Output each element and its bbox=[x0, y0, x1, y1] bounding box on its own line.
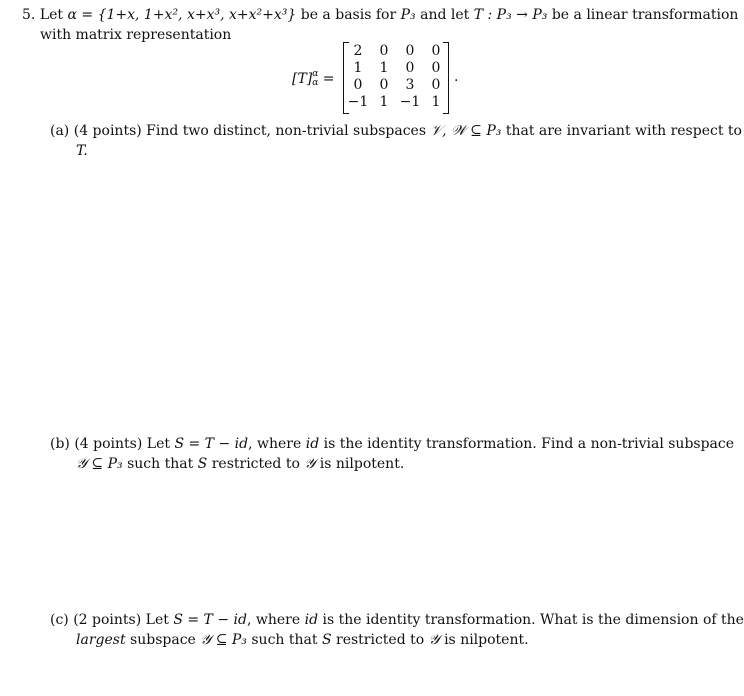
part-c-text: such that bbox=[251, 632, 318, 648]
part-c-text: subspace bbox=[130, 632, 196, 648]
part-b-points: (4 points) bbox=[74, 436, 143, 452]
part-b-expr: S = T − id bbox=[174, 436, 249, 452]
part-c-line-2 bbox=[76, 631, 529, 649]
problem-line-2: with matrix representation bbox=[40, 27, 232, 43]
alpha-definition: α = {1+x, 1+x², x+x³, x+x²+x³} bbox=[67, 7, 297, 23]
part-b-text: such that bbox=[127, 456, 194, 472]
part-c-largest: largest bbox=[76, 632, 126, 648]
matrix-cell-r0-c0: 2 bbox=[353, 43, 363, 59]
matrix-cell-r2-c1: 0 bbox=[379, 77, 389, 93]
part-b-text: , where bbox=[248, 436, 302, 452]
part-a-vars: 𝒱, 𝒲 ⊆ P₃ bbox=[430, 123, 502, 139]
intro-text: be a linear transformation bbox=[551, 7, 739, 23]
part-c-text: restricted to bbox=[336, 632, 425, 648]
matrix-cell-r0-c2: 0 bbox=[405, 43, 415, 59]
part-c-text: is nilpotent. bbox=[444, 632, 529, 648]
part-b-text: is nilpotent. bbox=[319, 456, 405, 472]
matrix-lhs bbox=[292, 70, 335, 88]
equals-sign: = bbox=[322, 71, 335, 87]
matrix-cell-r3-c1: 1 bbox=[379, 94, 389, 110]
matrix-cell-r2-c0: 0 bbox=[353, 77, 363, 93]
part-c-label: (c) bbox=[50, 612, 69, 628]
matrix-lhs-sub: α bbox=[312, 78, 319, 88]
part-b-line-2 bbox=[76, 455, 404, 473]
intro-text: and let bbox=[420, 7, 470, 23]
p3-symbol: P₃ bbox=[400, 7, 416, 23]
problem-number: 5. bbox=[22, 7, 36, 23]
part-a-points: (4 points) bbox=[73, 123, 142, 139]
part-b-text: is the identity transformation. Find a non-trivial subspace bbox=[323, 436, 735, 452]
matrix-lhs-scripts bbox=[312, 70, 318, 88]
part-b-var: 𝒴 ⊆ P₃ bbox=[76, 456, 123, 472]
part-a-text: that are invariant with respect to bbox=[505, 123, 742, 139]
intro-text: Let bbox=[39, 7, 64, 23]
part-c-var: 𝒴 ⊆ P₃ bbox=[200, 632, 247, 648]
part-b-y: 𝒴 bbox=[304, 456, 316, 472]
matrix-cell-r0-c3: 0 bbox=[431, 43, 441, 59]
part-c-text: is the identity transformation. What is the dimension of the bbox=[322, 612, 744, 628]
part-c-id: id bbox=[304, 612, 319, 628]
part-a-text: Find two distinct, non-trivial subspaces bbox=[146, 123, 427, 139]
part-b-label: (b) bbox=[50, 436, 70, 452]
problem-line-1 bbox=[22, 6, 738, 24]
matrix-cell-r1-c2: 0 bbox=[405, 60, 415, 76]
part-c-text: Let bbox=[145, 612, 169, 628]
part-b-s: S bbox=[197, 456, 208, 472]
part-a-label: (a) bbox=[50, 123, 70, 139]
part-c-points: (2 points) bbox=[73, 612, 142, 628]
part-c-text: , where bbox=[246, 612, 301, 628]
matrix-lhs-sup: α bbox=[312, 69, 319, 79]
matrix-cell-r3-c2: −1 bbox=[399, 94, 421, 110]
matrix-cell-r2-c2: 3 bbox=[405, 77, 415, 93]
matrix-period: . bbox=[454, 69, 459, 85]
part-b-text: Let bbox=[146, 436, 170, 452]
part-b-text: restricted to bbox=[211, 456, 300, 472]
matrix-cell-r3-c0: −1 bbox=[347, 94, 369, 110]
part-a-line-1 bbox=[50, 122, 742, 140]
matrix-cell-r3-c3: 1 bbox=[431, 94, 441, 110]
part-a-line-2: T. bbox=[76, 143, 88, 159]
matrix-cell-r1-c1: 1 bbox=[379, 60, 389, 76]
part-c-line-1 bbox=[50, 611, 744, 629]
map-expression: T : P₃ → P₃ bbox=[473, 7, 548, 23]
part-c-s: S bbox=[321, 632, 332, 648]
matrix-lhs-T: [T] bbox=[292, 71, 313, 87]
part-c-y: 𝒴 bbox=[428, 632, 440, 648]
part-c-expr: S = T − id bbox=[173, 612, 247, 628]
matrix-cell-r1-c3: 0 bbox=[431, 60, 441, 76]
part-b-id: id bbox=[305, 436, 320, 452]
matrix-cell-r2-c3: 0 bbox=[431, 77, 441, 93]
intro-text: be a basis for bbox=[300, 7, 397, 23]
matrix-cell-r0-c1: 0 bbox=[379, 43, 389, 59]
part-b-line-1 bbox=[50, 435, 734, 453]
matrix-cell-r1-c0: 1 bbox=[353, 60, 363, 76]
